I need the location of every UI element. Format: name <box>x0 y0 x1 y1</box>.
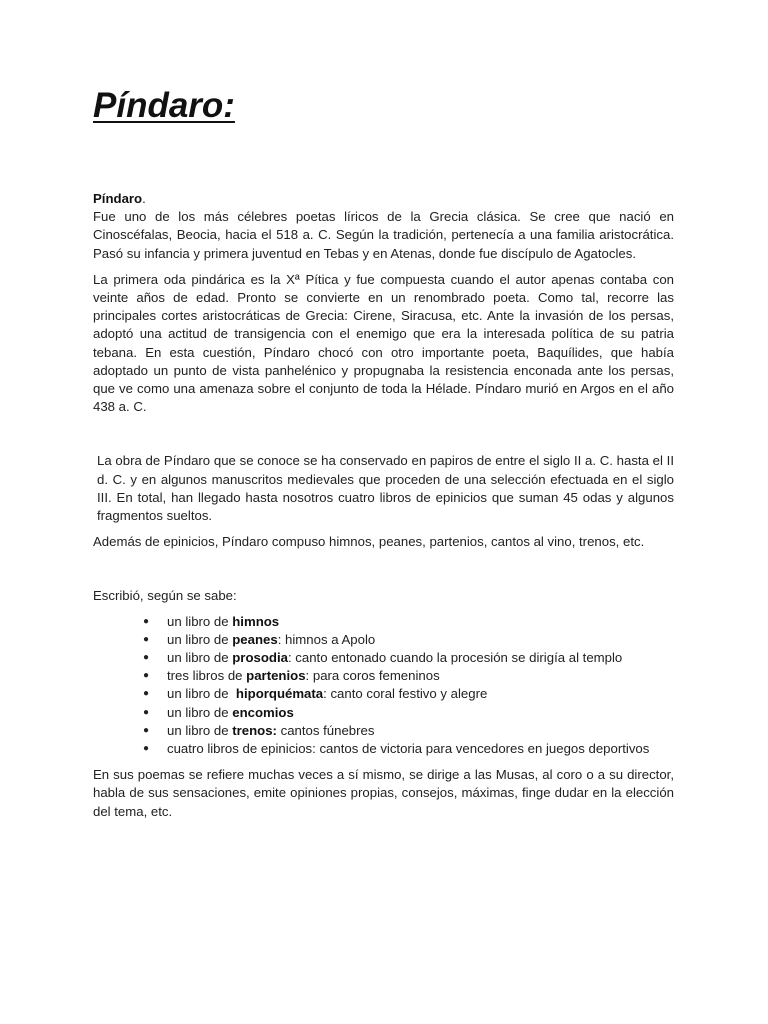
intro-heading-line <box>93 190 674 208</box>
bullet-icon: ● <box>143 652 150 664</box>
paragraph-poemas: En sus poemas se refiere muchas veces a sí mismo, se dirige a las Musas, al coro o a su director, habla de sus sensaciones, emite opiniones propias, consejos, máximas, finge dudar en la elección del tema, etc. <box>93 767 674 819</box>
list-item: ● un libro de prosodia: canto entonado cuando la procesión se dirigía al templo <box>93 649 674 667</box>
intro-heading-tail: . <box>142 191 146 206</box>
list-item: ● tres libros de partenios: para coros femeninos <box>93 667 674 685</box>
bullet-icon: ● <box>143 633 150 645</box>
bullet-icon: ● <box>143 615 150 627</box>
bullet-icon: ● <box>143 688 150 700</box>
bullet-icon: ● <box>143 670 150 682</box>
bullet-icon: ● <box>143 743 150 755</box>
list-item: ● un libro de peanes: himnos a Apolo <box>93 631 674 649</box>
bullet-icon: ● <box>143 724 150 736</box>
list-item: ● un libro de encomios <box>93 704 674 722</box>
list-item: ● un libro de trenos: cantos fúnebres <box>93 722 674 740</box>
paragraph-oda-pindarica: La primera oda pindárica es la Xª Pítica y fue compuesta cuando el autor apenas contaba con veinte años de edad. Pronto se convierte en un renombrado poeta. Como tal, recorre las principales cortes aristocráticas de Grecia: Cirene, Siracusa, etc. Ante la invasión de los persas, adoptó una actitud de transigencia con el enemigo que era la interesada política de su patria tebana. En esta cuestión, Píndaro chocó con otro importante poeta, Baquílides, que había adoptado un punto de vista panhelénico y propugnaba la resistencia enconada ante los persas, que ve como una amenaza sobre el conjunto de toda la Hélade. Píndaro murió en Argos en el año 438 a. C. <box>93 271 674 415</box>
bullet-icon: ● <box>143 706 150 718</box>
intro-heading: Píndaro <box>93 191 143 206</box>
page-title: Píndaro: <box>93 86 235 125</box>
works-list <box>93 613 674 759</box>
list-item: ● cuatro libros de epinicios: cantos de victoria para vencedores en juegos deportivos <box>93 740 674 758</box>
paragraph-otras-obras: Además de epinicios, Píndaro compuso himnos, peanes, partenios, cantos al vino, trenos, etc. <box>93 534 645 550</box>
paragraph-obra-conservada: La obra de Píndaro que se conoce se ha conservado en papiros de entre el siglo II a. C. hasta el II d. C. y en algunos manuscritos medievales que proceden de una selección efectuada en el siglo III. En total, han llegado hasta nosotros cuatro libros de epinicios que suman 45 odas y algunos fragmentos sueltos. <box>97 453 674 524</box>
document-body <box>93 190 674 821</box>
list-item: ● un libro de hiporquémata: canto coral festivo y alegre <box>93 685 674 703</box>
list-intro: Escribió, según se sabe: <box>93 588 237 604</box>
intro-paragraph: Fue uno de los más célebres poetas líricos de la Grecia clásica. Se cree que nació en Cinoscéfalas, Beocia, hacia el 518 a. C. Según la tradición, pertenecía a una familia aristocrática. Pasó su infancia y primera juventud en Tebas y en Atenas, donde fue discípulo de Agatocles. <box>93 209 674 261</box>
list-item: ● un libro de himnos <box>93 613 674 631</box>
